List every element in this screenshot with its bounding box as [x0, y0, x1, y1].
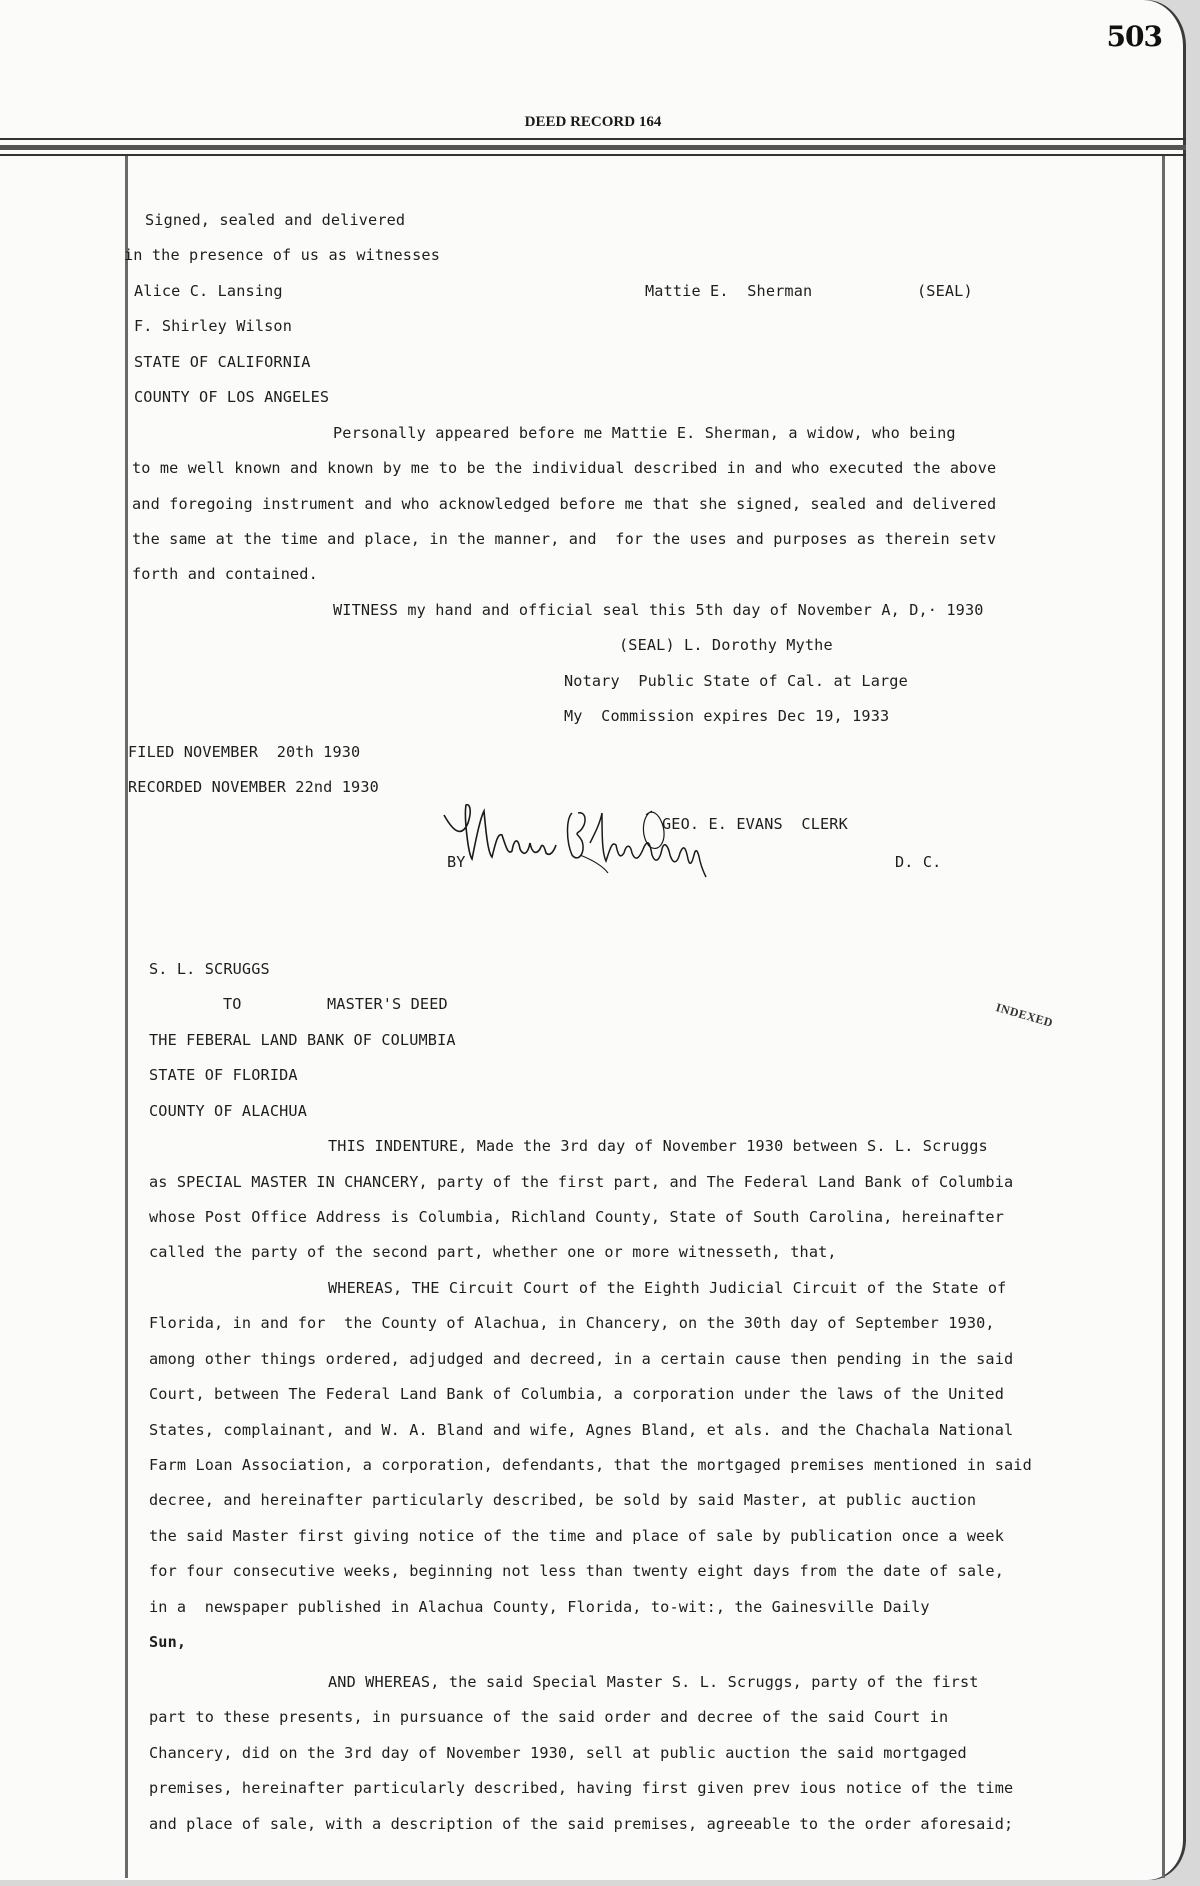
notary-title: Notary Public State of Cal. at Large [564, 672, 908, 690]
header-rule-thick [0, 145, 1186, 150]
body-line: THIS INDENTURE, Made the 3rd day of November 1930 between S. L. Scruggs [328, 1137, 988, 1155]
county-line: COUNTY OF LOS ANGELES [134, 388, 330, 406]
by-label: BY [447, 853, 466, 871]
page-number: 503 [1106, 20, 1162, 53]
state-line: STATE OF CALIFORNIA [134, 353, 311, 371]
body-line: Sun, [149, 1633, 187, 1651]
indexed-stamp: INDEXED [994, 1000, 1055, 1030]
deputy-clerk-label: D. C. [895, 853, 942, 871]
body-line: whose Post Office Address is Columbia, Richland County, State of South Carolina, hereinafter [149, 1208, 1005, 1226]
notary-commission: My Commission expires Dec 19, 1933 [564, 707, 890, 725]
signed-sealed-line: Signed, sealed and delivered [145, 211, 406, 229]
record-title: DEED RECORD 164 [524, 114, 662, 130]
body-line: Farm Loan Association, a corporation, defendants, that the mortgaged premises mentioned in said [149, 1456, 1032, 1474]
clerk-name: GEO. E. EVANS CLERK [662, 815, 848, 833]
filed-date: FILED NOVEMBER 20th 1930 [128, 743, 361, 761]
grantor-name: Mattie E. Sherman [645, 282, 813, 300]
grantee-party: THE FEBERAL LAND BANK OF COLUMBIA [149, 1031, 456, 1049]
body-line: for four consecutive weeks, beginning not less than twenty eight days from the date of sale, [149, 1562, 1005, 1580]
body-line: premises, hereinafter particularly described, having first given prev ious notice of the time [149, 1779, 1014, 1797]
body-line: Court, between The Federal Land Bank of Columbia, a corporation under the laws of the United [149, 1385, 1005, 1403]
recorded-date: RECORDED NOVEMBER 22nd 1930 [128, 778, 379, 796]
county-line: COUNTY OF ALACHUA [149, 1102, 307, 1120]
presence-line: in the presence of us as witnesses [124, 246, 440, 264]
body-line: AND WHEREAS, the said Special Master S. L. Scruggs, party of the first [328, 1673, 979, 1691]
body-line: Florida, in and for the County of Alachua, in Chancery, on the 30th day of September 1930, [149, 1314, 995, 1332]
seal-label: (SEAL) [917, 282, 973, 300]
acknowledgment-line: the same at the time and place, in the manner, and for the uses and purposes as therein setv [132, 530, 997, 548]
handwritten-signature [440, 793, 760, 893]
body-line: as SPECIAL MASTER IN CHANCERY, party of the first part, and The Federal Land Bank of Columbia [149, 1173, 1014, 1191]
header-rule-top [0, 138, 1186, 140]
body-line: decree, and hereinafter particularly described, be sold by said Master, at public auction [149, 1491, 977, 1509]
deed-type: MASTER'S DEED [327, 995, 448, 1013]
witness-statement: WITNESS my hand and official seal this 5th day of November A, D,· 1930 [333, 601, 984, 619]
left-margin-line [125, 156, 128, 1878]
body-line: the said Master first giving notice of the time and place of sale by publication once a week [149, 1527, 1005, 1545]
body-line: and place of sale, with a description of the said premises, agreeable to the order aforesaid; [149, 1815, 1014, 1833]
acknowledgment-line: Personally appeared before me Mattie E. Sherman, a widow, who being [333, 424, 956, 442]
grantor-party: S. L. SCRUGGS [149, 960, 270, 978]
body-line: part to these presents, in pursuance of the said order and decree of the said Court in [149, 1708, 949, 1726]
body-line: called the party of the second part, whether one or more witnesseth, that, [149, 1243, 837, 1261]
acknowledgment-line: forth and contained. [132, 565, 318, 583]
right-margin-line [1162, 156, 1165, 1878]
acknowledgment-line: and foregoing instrument and who acknowledged before me that she signed, sealed and delivered [132, 495, 997, 513]
witness-name: F. Shirley Wilson [134, 317, 292, 335]
acknowledgment-line: to me well known and known by me to be the individual described in and who executed the above [132, 459, 997, 477]
to-label: TO [223, 995, 242, 1013]
body-line: States, complainant, and W. A. Bland and wife, Agnes Bland, et als. and the Chachala National [149, 1421, 1014, 1439]
body-line: Chancery, did on the 3rd day of November 1930, sell at public auction the said mortgaged [149, 1744, 967, 1762]
body-line: among other things ordered, adjudged and decreed, in a certain cause then pending in the said [149, 1350, 1014, 1368]
body-line: in a newspaper published in Alachua County, Florida, to-wit:, the Gainesville Daily [149, 1598, 930, 1616]
notary-name: (SEAL) L. Dorothy Mythe [619, 636, 833, 654]
header-rule-bottom [0, 154, 1186, 156]
state-line: STATE OF FLORIDA [149, 1066, 298, 1084]
witness-name: Alice C. Lansing [134, 282, 283, 300]
body-line: WHEREAS, THE Circuit Court of the Eighth Judicial Circuit of the State of [328, 1279, 1007, 1297]
